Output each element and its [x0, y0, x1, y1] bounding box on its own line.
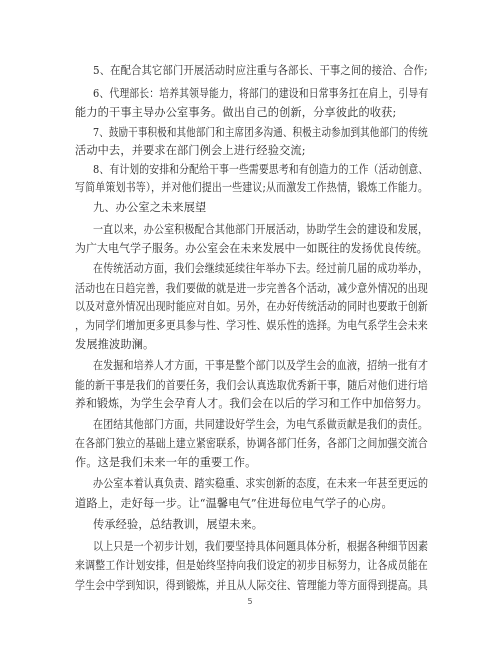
- text-line: 发展推波助澜。: [75, 338, 155, 351]
- text-line: 以及对意外情况出现时能应对自如。另外，在办好传统活动的同时也要敢于创新: [75, 300, 428, 313]
- text-line: 在发掘和培养人才方面，干事是整个部门以及学生会的血液，招纳一批有才: [93, 359, 429, 372]
- text-line: 7、鼓励干事积极和其他部门和主席团多沟通、积极主动参加到其他部门的传统: [93, 126, 428, 139]
- text-line: 能力的干事主导办公室事务。做出自己的创新，分享彼此的收获;: [75, 106, 397, 119]
- text-line: 办公室本着认真负责、踏实稳重、求实创新的态度，在未来一年甚至更远的: [93, 477, 429, 490]
- text-line: 活动中去，并要求在部门例会上进行经验交流;: [75, 144, 306, 157]
- text-line: 养和锻炼，为学生会孕育人才。我们会在以后的学习和工作中加倍努力。: [75, 397, 428, 410]
- text-line: 传承经验，总结教训，展望未来。: [93, 518, 264, 531]
- text-line: 活动也在日趋完善，我们要做的就是进一步完善各个活动，减少意外情况的出现: [75, 282, 428, 295]
- text-line: 写简单策划书等），并对他们提出一些建议;从而激发工作热情，锻炼工作能力。: [75, 181, 429, 194]
- text-line: 作。这是我们未来一年的重要工作。: [75, 456, 257, 469]
- text-line: 以上只是一个初步计划，我们要坚持具体问题具体分析，根据各种细节因素: [93, 540, 429, 553]
- text-line: ，为同学们增加更多更具参与性、学习性、娱乐性的选择。为电气系学生会未来: [75, 319, 428, 332]
- text-line: 学生会中学到知识，得到锻炼，并且从人际交往、管理能力等方面得到提高。具: [75, 579, 428, 592]
- text-line: 6、代理部长：培养其领导能力，将部门的建设和日常事务扛在肩上，引导有: [93, 87, 429, 100]
- text-line: 在团结其他部门方面，共同建设好学生会，为电气系做贡献是我们的责任。: [93, 418, 429, 431]
- page-number: 5: [247, 597, 253, 606]
- text-line: 为广大电气学子服务。办公室会在未来发展中一如既往的发扬优良传统。: [75, 242, 428, 255]
- text-line: 8、有计划的安排和分配给干事一些需要思考和有创造力的工作（活动创意、: [93, 163, 429, 176]
- text-line: 在各部门独立的基础上建立紧密联系，协调各部门任务，各部门之间加强交流合: [75, 437, 428, 450]
- text-line: 道路上，走好每一步。让“温馨电气”住进每位电气学子的心房。: [75, 497, 393, 510]
- text-line: 在传统活动方面，我们会继续延续往年举办下去。经过前几届的成功举办，: [93, 262, 429, 275]
- text-line: 5、在配合其它部门开展活动时应注重与各部长、干事之间的接洽、合作;: [93, 64, 428, 77]
- text-line: 能的新干事是我们的首要任务，我们会认真选取优秀新干事，随后对他们进行培: [75, 379, 428, 392]
- section-heading: 九、办公室之未来展望: [93, 201, 207, 214]
- text-line: 一直以来，办公室积极配合其他部门开展活动，协助学生会的建设和发展，: [93, 223, 429, 236]
- text-line: 来调整工作计划安排，但是始终坚持向我们设定的初步目标努力，让各成员能在: [75, 559, 428, 572]
